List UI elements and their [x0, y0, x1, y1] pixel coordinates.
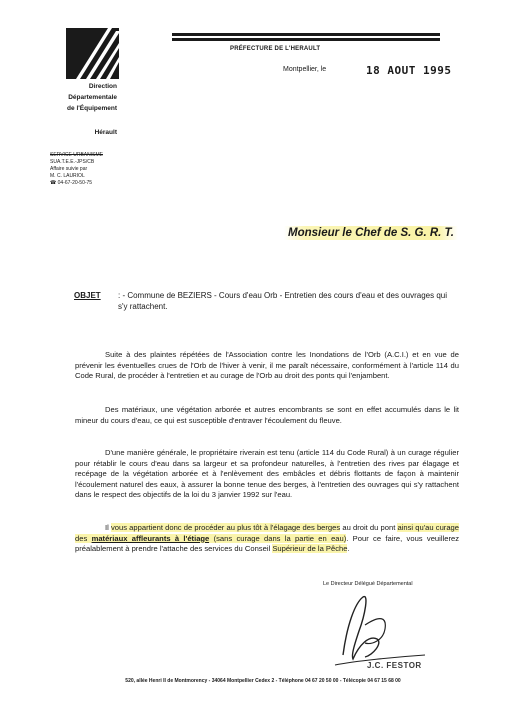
paragraph-4	[75, 523, 459, 555]
ministry-logo	[66, 28, 119, 79]
service-block	[50, 152, 103, 187]
service-agent: M. C. LAURIOL	[50, 173, 85, 179]
p4-part-b: au droit du pont	[340, 523, 398, 532]
signature-title: Le Directeur Délégué Départemental	[323, 581, 413, 587]
header-rule-2	[172, 38, 440, 41]
p4-highlight-3: (sans curage dans la partie en eau)	[209, 533, 347, 543]
p4-highlight-underlined: matériaux affleurants à l'étiage	[91, 533, 210, 543]
p4-part-d: .	[347, 544, 350, 554]
service-name: SERVICE URBANISME	[50, 152, 103, 158]
direction-dept: Hérault	[94, 129, 117, 136]
header-rule-1	[172, 33, 440, 36]
recipient-line: Monsieur le Chef de S. G. R. T.	[284, 226, 458, 240]
p4-part-c: . Pour ce faire, vous veuillerez préalablement à prendre l'attache des services du Conseil	[75, 533, 459, 554]
direction-line-3: de l'Équipement	[67, 105, 117, 112]
objet-block	[74, 290, 454, 311]
service-ref: SUA.T.E.E.-JPS/CB	[50, 159, 95, 165]
direction-line-2: Départementale	[68, 94, 117, 101]
service-followed-by: Affaire suivie par	[50, 166, 88, 172]
objet-label: OBJET	[74, 291, 101, 300]
direction-line-1: Direction	[88, 83, 117, 90]
paragraph-2: Des matériaux, une végétation arborée et autres encombrants se sont en effet accumulés dans le lit mineur du cours d'eau, ce qui est susceptible d'entraver l'écoulement du fleuve.	[75, 405, 459, 425]
date-place: Montpellier, le	[283, 66, 327, 73]
footer-address: 520, allée Henri II de Montmorency - 34064 Montpellier Cedex 2 - Téléphone 04 67 20 50 00 - Télécopie 04 67 15 68 00	[125, 678, 401, 684]
phone-icon: ☎	[50, 180, 58, 186]
objet-text: : - Commune de BEZIERS - Cours d'eau Orb - Entretien des cours d'eau et des ouvrages qui s'y rattachent.	[118, 291, 447, 311]
paragraph-1: Suite à des plaintes répétées de l'Association contre les Inondations de l'Orb (A.C.I.) et en vue de prévenir les éventuelles crues de l'Orb de l'hiver à venir, il me paraît nécessaire, conformément à l'article 114 du Code Rural, de procéder à l'entretien et au curage de l'Orb au droit des ponts qui l'enjambent.	[75, 350, 459, 381]
date-stamp: 18 AOUT 1995	[366, 64, 452, 77]
signatory-name: J.C. FESTOR	[367, 661, 422, 670]
p4-highlight-4: Supérieur de la Pêche	[272, 544, 348, 554]
paragraph-3: D'une manière générale, le propriétaire riverain est tenu (article 114 du Code Rural) à un curage régulier pour rétablir le cours d'eau dans sa largeur et sa profondeur naturelles, à l'entretien des rives par élagage et recépage de la végétation arborée et à l'enlèvement des embâcles et débris flottants de façon à maintenir l'écoulement naturel des eaux, à assurer la bonne tenue des berges, à l'entretien des ouvrages qui s'y rattachent dans le respect des objectifs de la loi du 3 janvier 1992 sur l'eau.	[75, 448, 459, 500]
prefecture-heading: PRÉFECTURE DE L'HERAULT	[230, 46, 321, 52]
p4-part-a: Il	[105, 523, 111, 532]
p4-highlight-2: ainsi qu'au curage des	[75, 523, 459, 543]
p4-highlight-1: vous appartient donc de procéder au plus tôt à l'élagage des berges	[110, 523, 341, 532]
service-phone-row	[50, 180, 103, 187]
service-phone: 04-67-20-50-75	[57, 180, 93, 186]
